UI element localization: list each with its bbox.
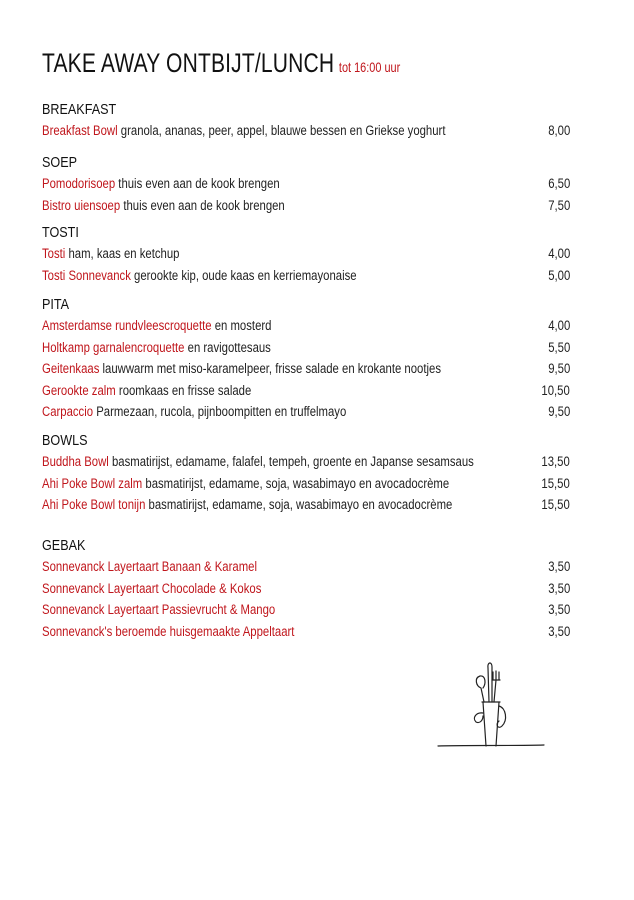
item-name: Carpaccio [42, 404, 94, 419]
item-description: thuis even aan de kook brengen [123, 197, 285, 213]
item-price: 3,50 [547, 623, 570, 639]
title-subtitle: tot 16:00 uur [338, 59, 401, 75]
item-price: 10,50 [541, 382, 570, 398]
item-price: 3,50 [547, 602, 570, 617]
item-description: basmatirijst, edamame, falafel, tempeh, groente en Japanse sesamsaus [111, 454, 474, 469]
menu-item [42, 556, 570, 578]
section-heading: TOSTI [42, 224, 79, 241]
item-name: Tosti Sonnevanck [42, 267, 131, 283]
menu-item [42, 120, 570, 142]
section-breakfast [42, 99, 570, 142]
item-price: 7,50 [547, 197, 570, 213]
utensil-cup-illustration [436, 658, 548, 750]
section-gebak [42, 535, 570, 642]
item-price: 4,00 [547, 246, 570, 261]
item-price: 6,50 [547, 176, 570, 191]
item-name: Sonnevanck's beroemde huisgemaakte Appeltaart [42, 623, 295, 639]
menu-item [42, 380, 570, 402]
menu-item [42, 173, 570, 195]
menu-item [42, 195, 570, 217]
item-name: Geitenkaas [42, 361, 100, 376]
page-title [42, 48, 400, 79]
item-description: lauwwarm met miso-karamelpeer, frisse salade en krokante nootjes [102, 361, 441, 376]
menu-item [42, 243, 570, 265]
item-name: Sonnevanck Layertaart Passievrucht & Mango [42, 602, 276, 617]
item-price: 15,50 [541, 497, 570, 512]
item-name: Holtkamp garnalencroquette [42, 339, 185, 355]
menu-item [42, 265, 570, 287]
section-pita [42, 294, 570, 423]
item-name: Amsterdamse rundvleescroquette [42, 318, 212, 333]
item-description: Parmezaan, rucola, pijnboompitten en truffelmayo [96, 404, 347, 419]
item-name: Sonnevanck Layertaart Chocolade & Kokos [42, 580, 262, 596]
item-price: 13,50 [541, 454, 570, 469]
menu-item [42, 599, 570, 621]
section-heading: BOWLS [42, 432, 88, 449]
menu-item [42, 401, 570, 423]
item-name: Pomodorisoep [42, 176, 116, 191]
item-name: Tosti [42, 246, 66, 261]
item-description: en ravigottesaus [187, 339, 271, 355]
item-description: roomkaas en frisse salade [118, 382, 252, 398]
section-heading: PITA [42, 296, 70, 313]
section-heading: BREAKFAST [42, 101, 117, 118]
section-tosti [42, 222, 570, 286]
menu-item [42, 578, 570, 600]
item-price: 8,00 [547, 123, 570, 138]
item-description: granola, ananas, peer, appel, blauwe bessen en Griekse yoghurt [120, 123, 446, 138]
menu-item [42, 358, 570, 380]
item-price: 5,50 [547, 339, 570, 355]
item-description: thuis even aan de kook brengen [118, 176, 280, 191]
section-heading: SOEP [42, 154, 78, 171]
item-description: ham, kaas en ketchup [68, 246, 180, 261]
item-price: 9,50 [547, 404, 570, 419]
item-price: 5,00 [547, 267, 570, 283]
item-description: gerookte kip, oude kaas en kerriemayonaise [134, 267, 357, 283]
item-name: Gerookte zalm [42, 382, 116, 398]
menu-item [42, 473, 570, 495]
menu-item [42, 337, 570, 359]
item-price: 3,50 [547, 559, 570, 574]
title-text: TAKE AWAY ONTBIJT/LUNCH [42, 48, 335, 78]
item-description: basmatirijst, edamame, soja, wasabimayo en avocadocrème [145, 475, 450, 491]
menu-item [42, 451, 570, 473]
item-price: 9,50 [547, 361, 570, 376]
item-name: Bistro uiensoep [42, 197, 121, 213]
section-bowls [42, 430, 570, 516]
item-name: Breakfast Bowl [42, 123, 118, 138]
item-price: 15,50 [541, 475, 570, 491]
item-name: Ahi Poke Bowl tonijn [42, 497, 146, 512]
section-soep [42, 152, 570, 216]
item-name: Sonnevanck Layertaart Banaan & Karamel [42, 559, 257, 574]
item-price: 3,50 [547, 580, 570, 596]
item-name: Buddha Bowl [42, 454, 109, 469]
item-description: en mosterd [214, 318, 272, 333]
menu-item [42, 621, 570, 643]
item-price: 4,00 [547, 318, 570, 333]
menu-item [42, 315, 570, 337]
section-heading: GEBAK [42, 537, 86, 554]
item-name: Ahi Poke Bowl zalm [42, 475, 143, 491]
item-description: basmatirijst, edamame, soja, wasabimayo en avocadocrème [148, 497, 453, 512]
menu-item [42, 494, 570, 516]
